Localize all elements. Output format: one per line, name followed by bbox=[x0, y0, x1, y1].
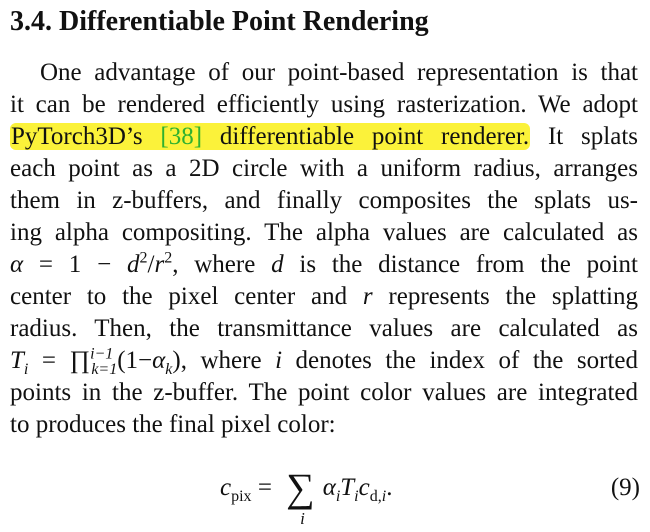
math-i: i bbox=[275, 347, 283, 374]
math-square-1: 2 bbox=[139, 249, 148, 267]
math-T: T bbox=[10, 347, 24, 374]
section-number: 3.4. bbox=[10, 6, 52, 37]
math-equals: = 1 − bbox=[23, 251, 127, 278]
math-alpha: α bbox=[10, 251, 24, 278]
paragraph-line-6: ing alpha compositing. The alpha values are calculated as bbox=[10, 219, 638, 246]
line-8-a: center to the pixel center and bbox=[10, 283, 363, 310]
math-slash: / bbox=[147, 251, 155, 278]
math-product-sub: k=1 bbox=[91, 361, 118, 378]
line-10-rest: denotes the index of the sorted bbox=[282, 347, 638, 374]
citation-link[interactable]: [38] bbox=[160, 123, 203, 150]
paragraph-line-1: One advantage of our point-based representation is that bbox=[40, 59, 638, 86]
paragraph-line-4: each point as a 2D circle with a uniform radius, arranges bbox=[10, 155, 638, 182]
paragraph-line-8 bbox=[10, 281, 638, 313]
math-product-sup: i−1 bbox=[90, 345, 114, 363]
math-square-2: 2 bbox=[164, 249, 173, 267]
eq-alpha: α bbox=[322, 474, 336, 501]
paragraph-line-11: points in the z-buffer. The point color values are integrated bbox=[10, 379, 638, 406]
highlight-text-b: differentiable point renderer. bbox=[202, 123, 530, 150]
eq-sum-symbol: ∑ bbox=[286, 465, 315, 510]
math-alpha-sub-k: k bbox=[165, 361, 173, 378]
math-product: = ∏ bbox=[28, 347, 91, 374]
eq-T-sub: i bbox=[354, 488, 359, 505]
highlighted-phrase bbox=[10, 123, 530, 150]
paragraph-line-10 bbox=[10, 345, 638, 377]
paragraph-line-12: to produces the final pixel color: bbox=[10, 411, 336, 438]
math-d: d bbox=[127, 251, 140, 278]
line-3-tail: It splats bbox=[530, 123, 638, 150]
eq-sum-index: i bbox=[300, 509, 305, 528]
eq-T: T bbox=[340, 474, 355, 501]
math-r: r bbox=[154, 251, 165, 278]
paragraph-line-3 bbox=[10, 121, 638, 153]
eq-equals: = bbox=[251, 474, 279, 501]
highlight-text-a: PyTorch3D’s bbox=[11, 123, 161, 150]
math-T-sub: i bbox=[23, 361, 29, 378]
math-d-2: d bbox=[271, 251, 284, 278]
line-7-mid: , where bbox=[172, 251, 272, 278]
eq-c2-sub-d: d, bbox=[369, 488, 382, 505]
eq-alpha-sub: i bbox=[335, 488, 341, 505]
eq-c2: c bbox=[358, 474, 370, 501]
math-paren: (1− bbox=[117, 347, 153, 374]
math-alpha-2: α bbox=[152, 347, 166, 374]
paragraph-line-7 bbox=[10, 249, 638, 281]
equation-9 bbox=[220, 465, 393, 528]
eq-c2-sub bbox=[370, 488, 386, 505]
line-10-close: ), where bbox=[172, 347, 276, 374]
line-7-rest: is the distance from the point bbox=[283, 251, 638, 278]
section-heading bbox=[10, 2, 429, 42]
eq-c-sub: pix bbox=[231, 488, 252, 505]
eq-c: c bbox=[220, 474, 232, 501]
paragraph-line-5: them in z-buffers, and finally composites the splats us- bbox=[10, 187, 638, 214]
paragraph-line-2: it can be rendered efficiently using rasterization. We adopt bbox=[10, 91, 638, 118]
eq-summation bbox=[286, 465, 315, 528]
math-r-2: r bbox=[362, 283, 373, 310]
eq-period: . bbox=[386, 474, 393, 501]
equation-number: (9) bbox=[610, 474, 640, 501]
eq-c2-sub-i: i bbox=[381, 488, 387, 505]
section-title: Differentiable Point Rendering bbox=[59, 6, 429, 37]
line-8-b: represents the splatting bbox=[372, 283, 638, 310]
paragraph-line-9: radius. Then, the transmittance values are calculated as bbox=[10, 315, 638, 342]
